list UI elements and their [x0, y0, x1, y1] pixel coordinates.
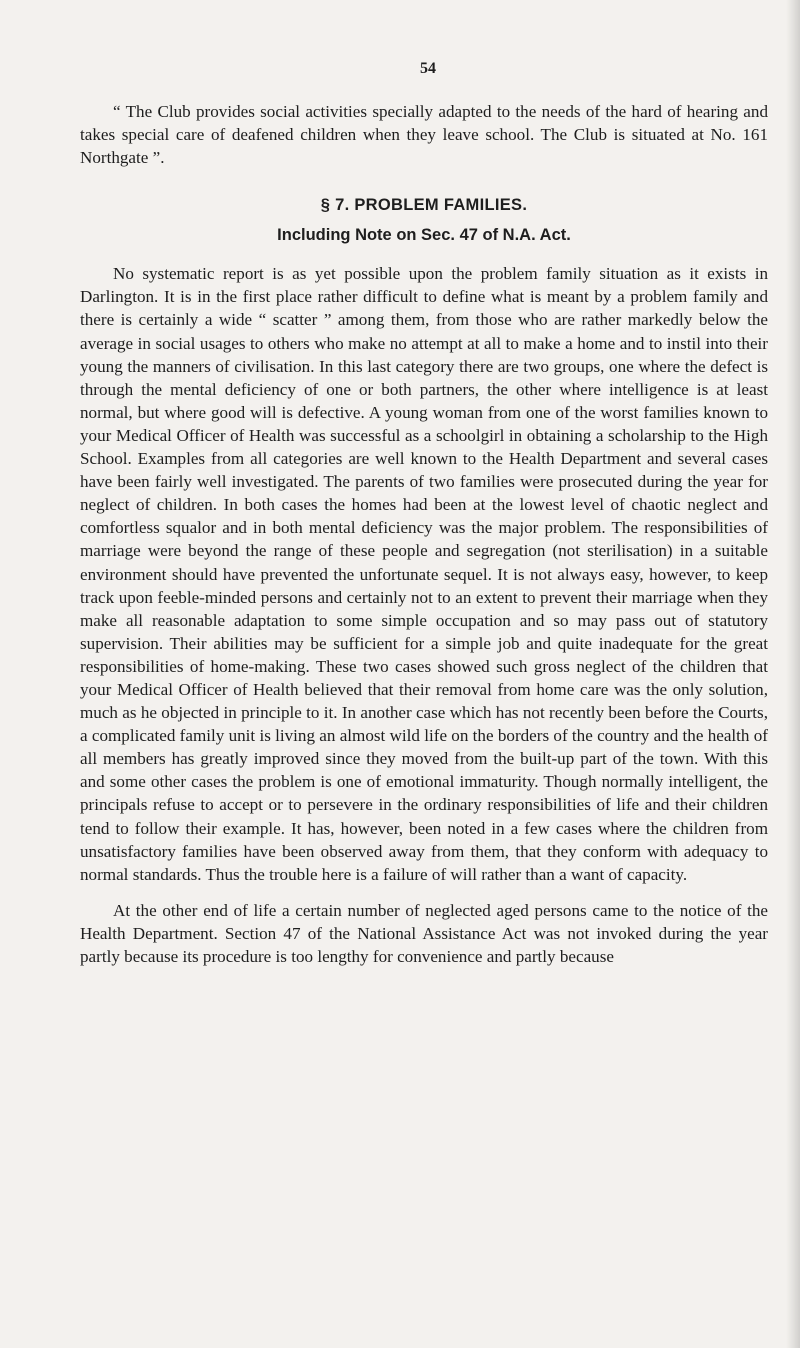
- section-heading: § 7. PROBLEM FAMILIES.: [320, 196, 528, 215]
- body-paragraph-aged-persons: At the other end of life a certain number of neglected aged persons came to the notice of the Health Department. Section 47 of the National Assistance Act was not invoked during the year partly because its procedure is too lengthy for convenience and partly because: [80, 900, 768, 966]
- intro-paragraph: “ The Club provides social activities specially adapted to the needs of the hard of hearing and takes special care of deafened children when they leave school. The Club is situated at No. 161 Northgate ”.: [80, 102, 768, 168]
- page-edge-shadow: [786, 0, 800, 1348]
- page-number: 54: [420, 60, 436, 77]
- body-paragraph-problem-families: No systematic report is as yet possible upon the problem family situation as it exists in Darlington. It is in the first place rather difficult to define what is meant by a problem family and there is certainly a wide “ scatter ” among them, from those who are rather markedly below the average in social usages to others who make no attempt at all to make a home and to instil into their young the manners of civilisation. In this last category there are two groups, one where the defect is through the mental deficiency of one or both partners, the other where intelligence is at least normal, but where good will is defective. A young woman from one of the worst families known to your Medical Officer of Health was successful as a schoolgirl in obtaining a scholarship to the High School. Examples from all categories are well known to the Health Department and several cases have been fairly well investigated. The parents of two families were prosecuted during the year for neglect of children. In both cases the homes had been at the lowest level of chaotic neglect and comfortless squalor and in both mental deficiency was the major problem. The responsibilities of marriage were beyond the range of these people and segregation (not sterilisation) in a suitable environment should have prevented the unfortunate sequel. It is not always easy, however, to keep track upon feeble-minded persons and certainly not to an extent to prevent their marriage when they make all reasonable adaptation to some simple occupation and so may pass out of statutory supervision. Their abilities may be sufficient for a simple job and quite inadequate for the great responsibilities of home-making. These two cases showed such gross neglect of the children that your Medical Officer of Health believed that their removal from home care was the only solution, much as he objected in principle to it. In another case which has not recently been before the Courts, a complicated family unit is living an almost wild life on the borders of the country and the health of all members has greatly improved since they moved from the built-up part of the town. With this and some other cases the problem is one of emotional immaturity. Though normally intelligent, the principals refuse to accept or to persevere in the ordinary responsibilities of life and their children tend to follow their example. It has, however, been noted in a few cases where the children from unsatisfactory families have been observed away from them, that they conform with adequacy to normal standards. Thus the trouble here is a failure of will rather than a want of capacity.: [80, 264, 768, 884]
- document-page: [80, 60, 768, 968]
- section-subheading: Including Note on Sec. 47 of N.A. Act.: [277, 226, 571, 245]
